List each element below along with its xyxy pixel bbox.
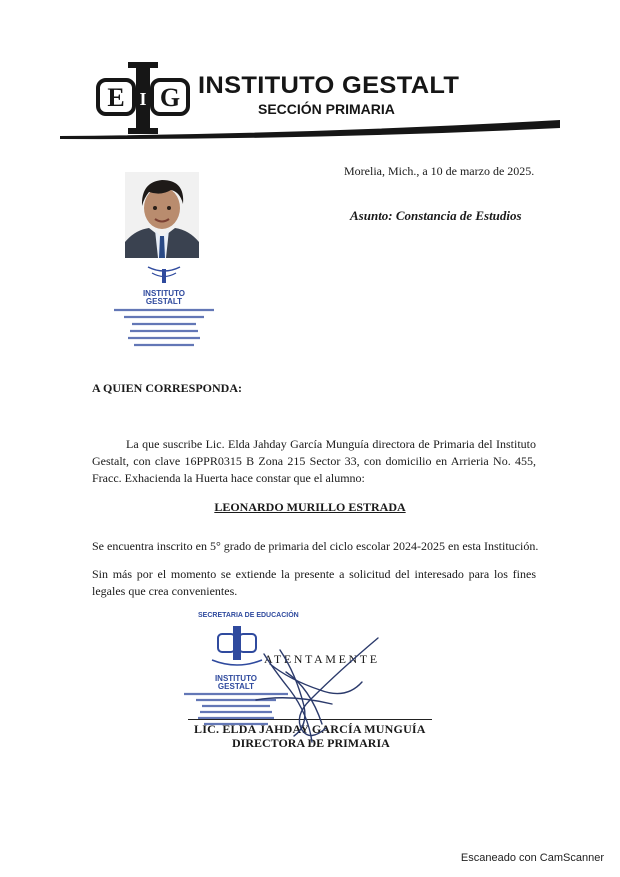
stamp-title-line1: INSTITUTO — [142, 289, 186, 298]
student-photo — [125, 172, 199, 258]
signer-name: LIC. ELDA JAHDAY GARCÍA MUNGUÍA — [194, 722, 426, 736]
header-swoosh — [60, 112, 560, 144]
enrollment-paragraph: Se encuentra inscrito en 5° grado de primaria del ciclo escolar 2024-2025 en esta Institución. — [92, 539, 539, 553]
handwritten-signature — [250, 630, 390, 750]
logo-letter-e: E — [107, 83, 125, 112]
institution-name: INSTITUTO GESTALT — [198, 72, 460, 99]
date-line: Morelia, Mich., a 10 de marzo de 2025. — [344, 164, 535, 178]
closing-paragraph: Sin más por el momento se extiende la presente a solicitud del interesado para los fines legales que crea convenientes. — [92, 567, 536, 598]
bottom-stamp-title-line2: GESTALT — [217, 682, 255, 691]
closing-word: ATENTAMENTE — [264, 652, 380, 666]
signer-role: DIRECTORA DE PRIMARIA — [232, 736, 390, 750]
bottom-stamp-title-line1: INSTITUTO — [214, 674, 258, 683]
logo-letter-g: G — [159, 83, 181, 112]
logo-letter-i: I — [139, 89, 147, 109]
salutation: A QUIEN CORRESPONDA: — [92, 381, 243, 395]
scanner-watermark: Escaneado con CamScanner — [460, 852, 604, 864]
certification-paragraph: La que suscribe Lic. Elda Jahday García Munguía directora de Primaria del Instituto Gestalt, con clave 16PPR0315 B Zona 215 Sector 33, con domicilio en Arrieria No. 455, Fracc. Exhacienda la Huerta hace constar que el alumno: — [92, 437, 536, 485]
stamp-emblem-icon — [108, 263, 220, 285]
section-name: SECCIÓN PRIMARIA — [258, 101, 395, 117]
stamp-fine-print — [108, 306, 220, 352]
student-name: LEONARDO MURILLO ESTRADA — [214, 500, 406, 514]
subject-line: Asunto: Constancia de Estudios — [350, 208, 522, 223]
bottom-stamp-heading: SECRETARIA DE EDUCACIÓN — [198, 612, 299, 619]
institute-stamp — [108, 263, 220, 355]
stamp-title-line2: GESTALT — [145, 297, 183, 306]
